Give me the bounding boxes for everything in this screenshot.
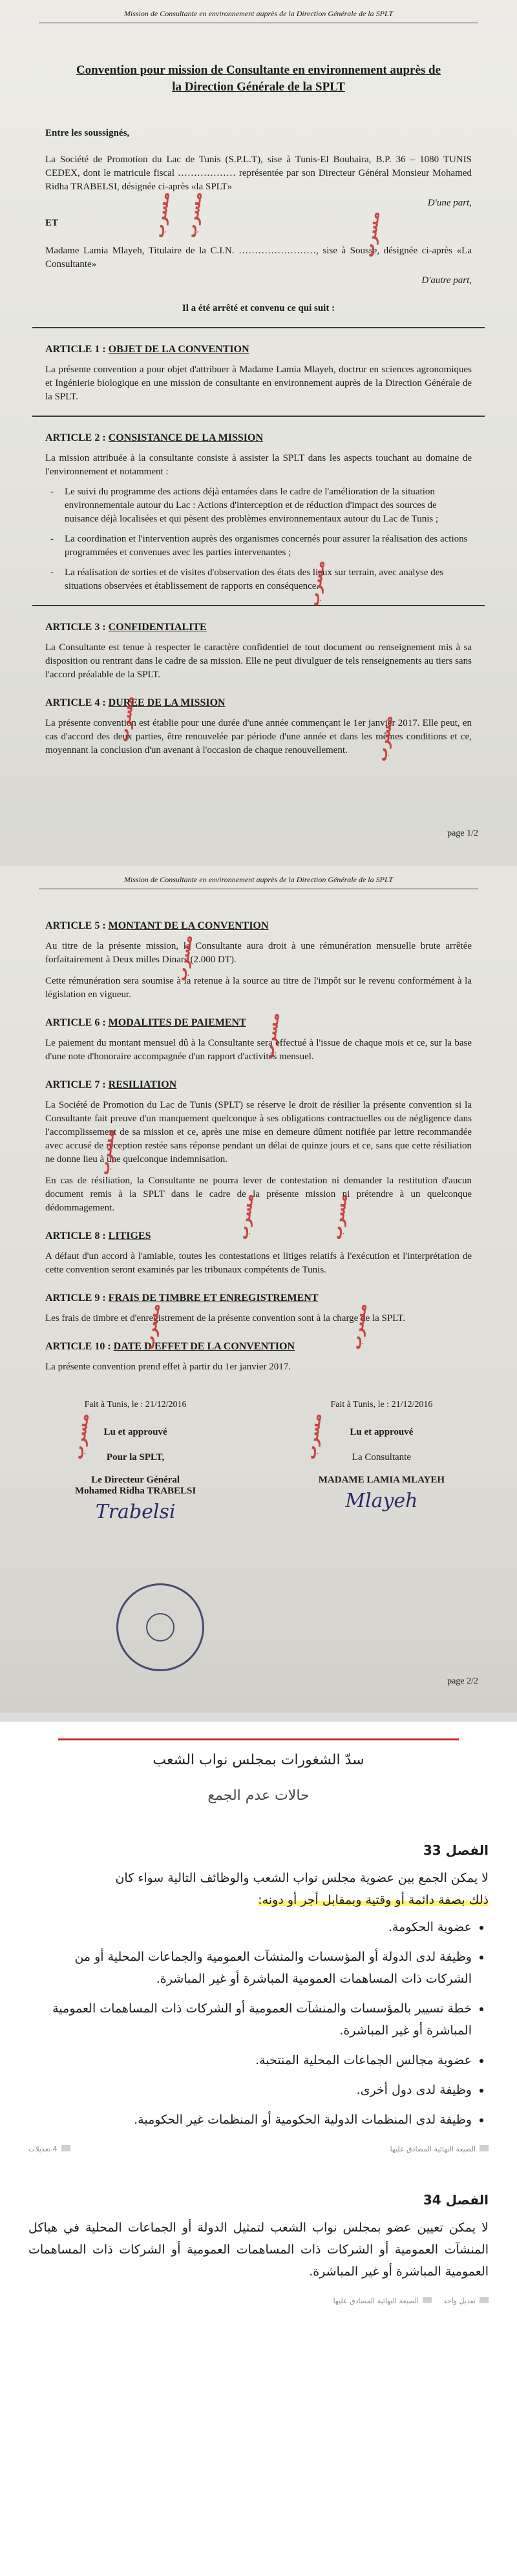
et-line: ET <box>45 218 59 228</box>
article-6-heading: ARTICLE 6 : MODALITES DE PAIEMENT <box>45 1017 246 1028</box>
leak-stamp: مسرب <box>260 1011 284 1060</box>
party-label: La Consultante <box>352 1452 412 1462</box>
chapter-33-list <box>28 1916 489 2131</box>
article-1-heading: ARTICLE 1 : OBJET DE LA CONVENTION <box>45 344 249 355</box>
article-9-text: Les frais de timbre et d'enregistrement de la présente convention sont à la charge de la SPLT. <box>45 1313 405 1324</box>
headline-underline <box>58 1738 459 1740</box>
article-9-heading: ARTICLE 9 : FRAIS DE TIMBRE ET ENREGISTREMENT <box>45 1293 319 1304</box>
article-5-heading: ARTICLE 5 : MONTANT DE LA CONVENTION <box>45 920 269 931</box>
leak-stamp: مسرب <box>361 210 384 259</box>
final-version-link[interactable]: الصيغة النهائية المصادق عليها <box>390 2145 489 2153</box>
article-2-text: La mission attribuée à la consultante consiste à assister la SPLT dans les aspects touchant au domaine de l'environnement et notamment : <box>45 453 472 477</box>
article-7-text: La Société de Promotion du Lac de Tunis (SPLT) se réserve le droit de résilier la présente convention si la Consultante fait preuve d'un manquement quelconque à ses obligations contractuelles ou de négligence dans l'accomplissement de sa mission et ce, après une mise en demeure dûment notifiée par lettre recommandée avec accusé de réception restée sans réponse pendant un délai de quinze jours et ce, sans que cette résiliation ne donne lieu à une quelconque indemnisation. <box>45 1100 472 1165</box>
party-label: Pour la SPLT, <box>106 1452 165 1462</box>
agreed-line: Il a été arrêté et convenu ce qui suit : <box>182 303 335 313</box>
comment-icon <box>61 2145 70 2151</box>
article-7-heading: ARTICLE 7 : RESILIATION <box>45 1079 177 1090</box>
subheadline: حالات عدم الجمع <box>207 1788 310 1804</box>
article-4-heading: ARTICLE 4 : DUREE DE LA MISSION <box>45 697 226 708</box>
leak-stamp: مسرب <box>70 1412 93 1461</box>
leak-stamp: مسرب <box>141 1302 164 1351</box>
article-3-text: La Consultante est tenue à respecter le caractère confidentiel de tout document ou renseignement mis à sa disposition ou rentrant dans le cadre de sa mission. Elle ne peut divulguer de tels renseignements au tiers sans l'accord préalable de la SPLT. <box>45 642 472 680</box>
chapter-33-meta <box>28 2145 489 2153</box>
list-item: • عضوية مجالس الجماعات المحلية المنتخبة. <box>28 2049 472 2071</box>
article-2-bullet: - La réalisation de sorties et de visites d'observation des états des lieux sur terrain, avec analyse des situations observées et établissement de rapports en conséquence. <box>65 566 472 593</box>
amendments-link[interactable]: 4 تعديلات <box>28 2145 70 2153</box>
between-line: Entre les soussignés, <box>45 128 130 138</box>
article-8-heading: ARTICLE 8 : LITIGES <box>45 1230 151 1241</box>
signature-left-scrawl: Trabelsi <box>95 1501 176 1523</box>
date-right: Fait à Tunis, le : 21/12/2016 <box>330 1400 433 1409</box>
party2-paragraph: Madame Lamia Mlayeh, Titulaire de la C.I.N. ……………………, sise à Sousse, désignée ci-après «La Consultante» <box>45 246 472 269</box>
headline: سدّ الشغورات بمجلس نواب الشعب <box>153 1752 364 1768</box>
signatory-name: Mohamed Ridha TRABELSI <box>74 1486 196 1496</box>
signatory-title: Le Directeur Général <box>91 1475 180 1485</box>
signature-right-scrawl: Mlayeh <box>345 1490 418 1512</box>
article-4-text: La présente convention est établie pour une durée d'une année commençant le 1er janvier 2017. Elle peut, en cas d'accord des deux parties, être renouvelée par période d'une année et dans les mêmes conditions et ce, moyennant la conclusion d'un avenant à l'occasion de chaque renouvellement. <box>45 718 472 755</box>
section-rule <box>32 327 485 328</box>
document-title: Convention pour mission de Consultante en environnement auprès de la Direction Générale de la SPLT <box>76 63 441 94</box>
comment-icon <box>480 2297 489 2303</box>
leak-stamp: مسرب <box>302 1412 326 1461</box>
section-rule <box>32 416 485 417</box>
leak-stamp: مسرب <box>183 191 206 239</box>
leak-stamp: مسرب <box>235 1192 258 1241</box>
highlighted-text: ذلك بصفة دائمة أو وقتية وبمقابل أجر أو دونه: <box>258 1893 489 1907</box>
article-2-bullet: - Le suivi du programme des actions déjà entamées dans le cadre de l'amélioration de la situation environnementale autour du Lac : Actions d'interception et de réduction d'impact des sources de nuisance déjà localisées et qui pèsent des problèmes environnementaux autour du Lac de Tunis ; <box>65 485 472 526</box>
party1-tag: D'une part, <box>427 198 472 208</box>
party2-tag: D'autre part, <box>421 275 472 286</box>
article-5-text-2: Cette rémunération sera soumise à la retenue à la source au titre de l'impôt sur le revenu conformément à la législation en vigueur. <box>45 976 472 1000</box>
approved-label: Lu et approuvé <box>103 1427 167 1437</box>
article-6-text: Le paiement du montant mensuel dû à la Consultante sera effectué à l'issue de chaque mois et ce, sur la base d'une note d'honoraire accompagnée d'un rapport d'activités mensuel. <box>45 1038 472 1062</box>
date-left: Fait à Tunis, le : 21/12/2016 <box>84 1400 187 1409</box>
chapter-33-intro: لا يمكن الجمع بين عضوية مجلس نواب الشعب والوظائف التالية سواء كان ذلك بصفة دائمة أو وقتية وبمقابل أجر أو دونه: <box>115 1871 489 1907</box>
chapter-34-meta <box>28 2297 489 2305</box>
article-1-text: La présente convention a pour objet d'attribuer à Madame Lamia Mlayeh, doctrur en sciences agronomiques et Ingénierie biologique en une mission de consultante en environnement auprès de la Direction Générale de la SPLT. <box>45 364 472 402</box>
amendment-link[interactable]: تعديل واحد <box>443 2297 489 2305</box>
chapter-34-text: لا يمكن تعيين عضو بمجلس نواب الشعب لتمثيل الدولة أو الجماعات المحلية في هياكل المنشآت العمومية أو الشركات ذات المساهمات العمومية أو الشركات ذات المساهمات العمومية المباشرة أو غير المباشرة. <box>28 2221 489 2279</box>
document-icon <box>423 2297 432 2303</box>
list-item: • عضوية الحكومة. <box>28 1916 472 1938</box>
page-header: Mission de Consultante en environnement auprès de la Direction Générale de la SPLT <box>123 875 394 884</box>
document-icon <box>480 2145 489 2151</box>
chapter-34-title: الفصل 34 <box>423 2192 489 2208</box>
list-item: • وظيفة لدى دول أخرى. <box>28 2079 472 2101</box>
leak-stamp: مسرب <box>306 559 329 607</box>
leak-stamp: مسرب <box>96 1128 119 1176</box>
signatory-name: MADAME LAMIA MLAYEH <box>318 1475 445 1485</box>
contract-page-1 <box>0 0 517 866</box>
article-7-text-2: En cas de résiliation, la Consultante ne pourra lever de contestation ni demander la restitution d'aucun document remis à la SPLT dans le cadre de la présente mission ni prétendre à un quelconque dédommagement. <box>45 1176 472 1213</box>
leak-stamp: مسرب <box>348 1302 371 1351</box>
section-rule <box>32 605 485 606</box>
list-item: • خطة تسيير بالمؤسسات والمنشآت العمومية أو الشركات ذات المساهمات العمومية المباشرة أو غير المباشرة. <box>28 1998 472 2042</box>
top-bar <box>0 1713 517 1722</box>
final-version-link[interactable]: الصيغة النهائية المصادق عليها <box>333 2297 432 2305</box>
signature-block <box>39 1427 478 1523</box>
article-10-text: La présente convention prend effet à partir du 1er janvier 2017. <box>45 1362 291 1372</box>
list-item: • وظيفة لدى الدولة أو المؤسسات والمنشآت العمومية والجماعات المحلية أو من الشركات ذات المساهمات العمومية المباشرة أو غير المباشرة. <box>28 1946 472 1990</box>
article-5-text: Au titre de la présente mission, la Consultante aura droit à une rémunération mensuelle brute arrêtée forfaitairement à Deux milles Dinars (2.000 DT). <box>45 941 472 965</box>
leak-stamp: مسرب <box>115 695 138 743</box>
page-number: page 1/2 <box>447 829 478 838</box>
article-2-heading: ARTICLE 2 : CONSISTANCE DE LA MISSION <box>45 432 263 443</box>
article-10-heading: ARTICLE 10 : DATE D'EFFET DE LA CONVENTION <box>45 1341 295 1352</box>
article-3-heading: ARTICLE 3 : CONFIDENTIALITE <box>45 622 207 633</box>
leak-stamp: مسرب <box>173 934 196 982</box>
signature-left <box>39 1427 232 1523</box>
approved-label: Lu et approuvé <box>350 1427 414 1437</box>
list-item: • وظيفة لدى المنظمات الدولية الحكومية أو المنظمات غير الحكومية. <box>28 2109 472 2131</box>
leak-stamp: مسرب <box>328 1192 352 1241</box>
official-seal <box>116 1583 204 1671</box>
leak-stamp: مسرب <box>151 191 174 239</box>
chapter-33-title: الفصل 33 <box>423 1842 489 1858</box>
web-article-screenshot <box>0 1713 517 2576</box>
date-row <box>39 1400 478 1410</box>
party1-paragraph: La Société de Promotion du Lac de Tunis (S.P.L.T), sise à Tunis-El Bouhaira, B.P. 36 – 1080 TUNIS CEDEX, dont le matricule fiscal ……………… représentée par son Directeur Général Monsieur Mohamed Ridha TRABELSI, désignée ci-après «la SPLT» <box>45 154 472 192</box>
article-8-text: A défaut d'un accord à l'amiable, toutes les contestations et litiges relatifs à l'exécution et l'interprétation de cette convention seront examinés par les tribunaux compétents de Tunis. <box>45 1251 472 1275</box>
article-2-bullet: - La coordination et l'intervention auprès des organismes concernés pour assurer la réalisation des actions programmées et convenues avec les parties intervenantes ; <box>65 533 472 560</box>
page-header: Mission de Consultante en environnement auprès de la Direction Générale de la SPLT <box>123 9 394 18</box>
leak-stamp: مسرب <box>374 714 397 763</box>
contract-page-2 <box>0 866 517 1713</box>
page-number: page 2/2 <box>447 1676 478 1686</box>
